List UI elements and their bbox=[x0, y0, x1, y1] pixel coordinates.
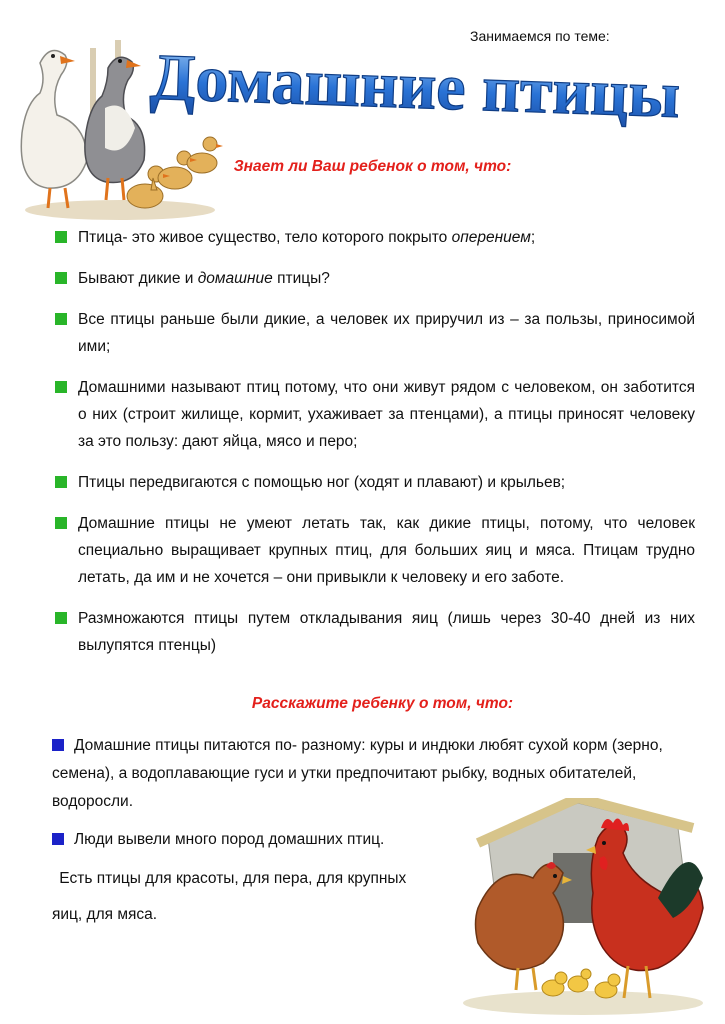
square-bullet-icon bbox=[55, 272, 67, 284]
square-bullet-icon bbox=[52, 833, 64, 845]
item-text: Птицы передвигаются с помощью ног (ходят и плавают) и крыльев; bbox=[78, 474, 566, 491]
paragraph bbox=[52, 826, 472, 854]
page-title bbox=[140, 28, 700, 138]
item-text-end: ; bbox=[530, 229, 536, 246]
item-text: Бывают дикие и bbox=[78, 270, 198, 287]
section1-heading: Знает ли Ваш ребенок о том, что: bbox=[233, 158, 512, 175]
list-item bbox=[55, 306, 695, 360]
list-item bbox=[55, 374, 695, 455]
paragraph-text: Домашние птицы питаются по- разному: куры и индюки любят сухой корм (зерно, семена), а водоплавающие гуси и утки предпочитают рыбку, водных обитателей, водоросли. bbox=[52, 737, 663, 810]
item-text: Размножаются птицы путем откладывания яиц (лишь через 30-40 дней из них вылупятся птенцы) bbox=[78, 610, 695, 654]
page-title-text: Домашние птицы bbox=[148, 40, 682, 133]
item-text-end: птицы? bbox=[272, 270, 330, 287]
chickens-illustration bbox=[458, 798, 708, 1018]
item-emphasis: домашние bbox=[197, 270, 273, 287]
section2-heading: Расскажите ребенку о том, что: bbox=[251, 695, 514, 712]
topic-subtitle: Занимаемся по теме: bbox=[470, 28, 610, 44]
item-text: Домашние птицы не умеют летать так, как дикие птицы, потому, что человек специально выращивает крупных птиц, для больших яиц и мяса. Птицам трудно летать, да им и не хочется – они привыкли к человеку и его заботе. bbox=[78, 515, 695, 586]
square-bullet-icon bbox=[55, 612, 67, 624]
facts-list bbox=[55, 224, 695, 673]
square-bullet-icon bbox=[55, 313, 67, 325]
item-text: Домашними называют птиц потому, что они живут рядом с человеком, он заботится о них (строит жилище, кормит, ухаживает за птенцами), а птицы приносят человеку за это пользу: дают яйца, мясо и перо; bbox=[78, 379, 695, 450]
paragraph: Есть птицы для красоты, для пера, для крупных bbox=[55, 870, 407, 887]
square-bullet-icon bbox=[55, 517, 67, 529]
paragraph-text: Люди вывели много пород домашних птиц. bbox=[74, 831, 385, 848]
paragraph: яиц, для мяса. bbox=[52, 906, 158, 923]
list-item bbox=[55, 265, 695, 292]
square-bullet-icon bbox=[55, 381, 67, 393]
item-text: Птица- это живое существо, тело которого покрыто bbox=[78, 229, 452, 246]
list-item bbox=[55, 510, 695, 591]
item-emphasis: оперением bbox=[451, 229, 531, 246]
square-bullet-icon bbox=[55, 231, 67, 243]
list-item bbox=[55, 605, 695, 659]
square-bullet-icon bbox=[55, 476, 67, 488]
square-bullet-icon bbox=[52, 739, 64, 751]
item-text: Все птицы раньше были дикие, а человек их приручил из – за пользы, приносимой ими; bbox=[78, 311, 695, 355]
list-item bbox=[55, 224, 695, 251]
list-item bbox=[55, 469, 695, 496]
